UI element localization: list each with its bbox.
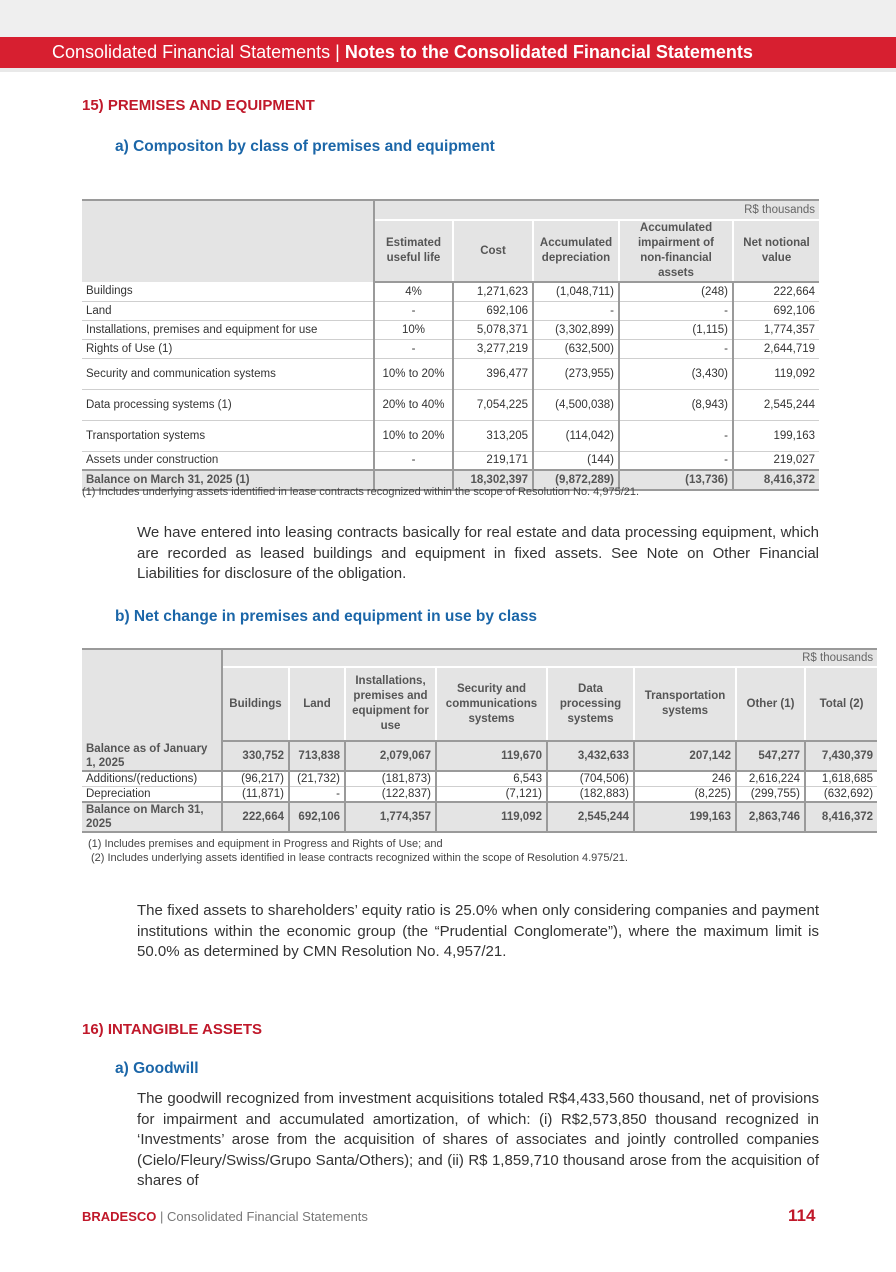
table-cell: 199,163 [634,802,736,832]
page-number: 114 [788,1206,816,1225]
table-opening-row [82,741,877,771]
table-cell: (632,500) [533,339,619,358]
table-cell: 199,163 [733,420,819,451]
column-header: Other (1) [736,667,805,741]
table-cell: (632,692) [805,787,877,803]
section-16a-title: a) Goodwill [115,1060,199,1077]
table-cell: (9,872,289) [533,470,619,490]
table-cell: 4% [374,282,453,301]
table-cell: - [619,301,733,320]
table-cell: 3,277,219 [453,339,533,358]
row-label: Balance on March 31, 2025 [82,802,222,832]
table-cell: 1,618,685 [805,771,877,787]
unit-label: R$ thousands [222,649,877,667]
table2-footnote-1: (1) Includes premises and equipment in Progress and Rights of Use; and [88,838,443,850]
table-cell: (3,430) [619,358,733,389]
top-margin [0,0,896,37]
table-row [82,451,819,470]
footer-separator: | [156,1209,168,1224]
header-shadow [0,68,896,72]
table-cell: 119,092 [733,358,819,389]
table-cell: (11,871) [222,787,289,803]
table-unit-row [82,649,877,667]
table-cell: - [619,339,733,358]
header-doc-title: Consolidated Financial Statements [52,42,331,62]
table-cell: (299,755) [736,787,805,803]
table-cell: 10% to 20% [374,358,453,389]
table-row [82,301,819,320]
column-header: Net notional value [733,220,819,282]
table-cell: 2,079,067 [345,741,436,771]
table-cell: - [374,451,453,470]
column-header: Estimated useful life [374,220,453,282]
row-label: Data processing systems (1) [82,389,374,420]
section-15b-title: b) Net change in premises and equipment in use by class [115,608,538,625]
table-cell: 7,430,379 [805,741,877,771]
column-header: Total (2) [805,667,877,741]
table-corner [82,200,374,282]
column-header: Data processing systems [547,667,634,741]
table-cell: - [533,301,619,320]
section-15a-title: a) Compositon by class of premises and equipment [115,138,495,155]
column-header: Cost [453,220,533,282]
page-header-banner [0,37,896,68]
table2-footnote-2: (2) Includes underlying assets identified in lease contracts recognized within the scope of Resolution 4.975/21. [91,852,628,864]
table-cell: (7,121) [436,787,547,803]
unit-label: R$ thousands [374,200,819,220]
table-cell: 7,054,225 [453,389,533,420]
footer-brand [82,1209,368,1224]
table-cell: 396,477 [453,358,533,389]
table-cell: 692,106 [733,301,819,320]
table-cell: 2,545,244 [733,389,819,420]
table-cell: 5,078,371 [453,320,533,339]
column-header: Buildings [222,667,289,741]
table-row [82,787,877,803]
table-cell: (182,883) [547,787,634,803]
row-label: Additions/(reductions) [82,771,222,787]
table-cell: 1,774,357 [345,802,436,832]
table-cell: (21,732) [289,771,345,787]
table-row [82,771,877,787]
table-cell: 2,616,224 [736,771,805,787]
table-cell: (144) [533,451,619,470]
table-cell: (704,506) [547,771,634,787]
composition-table [82,199,819,491]
fixed-assets-ratio-paragraph: The fixed assets to shareholders’ equity ratio is 25.0% when only considering companies and payment institutions within the economic group (the “Prudential Conglomerate”), where the maximum limit is 50.0% as determined by CMN Resolution No. 4,957/21. [137,902,819,960]
table-cell: 6,543 [436,771,547,787]
section-16-title: 16) INTANGIBLE ASSETS [82,1021,263,1038]
table-cell: 222,664 [733,282,819,301]
table-cell: (248) [619,282,733,301]
table-cell: (8,943) [619,389,733,420]
column-header: Transportation systems [634,667,736,741]
net-change-table [82,648,877,833]
table-cell: (96,217) [222,771,289,787]
table-cell: (8,225) [634,787,736,803]
table-closing-row [82,802,877,832]
row-label: Transportation systems [82,420,374,451]
row-label: Installations, premises and equipment for use [82,320,374,339]
row-label: Security and communication systems [82,358,374,389]
row-label: Land [82,301,374,320]
row-label: Balance as of January 1, 2025 [82,741,222,771]
table-cell: - [374,339,453,358]
table-unit-row [82,200,819,220]
table-cell: (114,042) [533,420,619,451]
goodwill-paragraph: The goodwill recognized from investment acquisitions totaled R$4,433,560 thousand, net of provisions for impairment and accumulated amortization, of which: (i) R$2,573,850 thousand recognized in ‘Investments’ arose from the acquisition of shares of associates and jointly controlled companies (Cielo/Fleury/Swiss/Grupo Santa/Others); and (ii) R$ 1,859,710 thousand arose from the acquisition of shares of [137,1090,819,1189]
table-cell: (1,048,711) [533,282,619,301]
table-cell: (13,736) [619,470,733,490]
table-cell: 219,171 [453,451,533,470]
section-15-title: 15) PREMISES AND EQUIPMENT [82,97,315,114]
table-row [82,358,819,389]
table-row [82,339,819,358]
column-header: Security and communications systems [436,667,547,741]
table-cell: 8,416,372 [733,470,819,490]
footer-text: Consolidated Financial Statements [167,1209,368,1224]
table-row [82,389,819,420]
table-cell: (181,873) [345,771,436,787]
table-row [82,420,819,451]
column-header: Accumulated depreciation [533,220,619,282]
leasing-paragraph: We have entered into leasing contracts basically for real estate and data processing equipment, which are recorded as leased buildings and equipment in fixed assets. See Note on Other Financial Liabilities for disclosure of the obligation. [137,524,819,582]
header-section-title: Notes to the Consolidated Financial Statements [344,42,753,62]
table-cell: 2,644,719 [733,339,819,358]
table-cell: (1,115) [619,320,733,339]
row-label: Balance on March 31, 2025 (1) [82,470,374,490]
column-header: Installations, premises and equipment for use [345,667,436,741]
table-cell: 330,752 [222,741,289,771]
brand-name: BRADESCO [82,1209,157,1224]
table-cell: 547,277 [736,741,805,771]
row-label: Depreciation [82,787,222,803]
row-label: Rights of Use (1) [82,339,374,358]
column-header: Land [289,667,345,741]
table-corner [82,649,222,741]
table-cell: 692,106 [289,802,345,832]
table-cell: 2,545,244 [547,802,634,832]
table1-footnote: (1) Includes underlying assets identified in lease contracts recognized within the scope of Resolution No. 4,975/21. [82,486,640,498]
table-cell: - [619,451,733,470]
table-cell: 222,664 [222,802,289,832]
header-separator: | [330,42,345,62]
table-cell: - [619,420,733,451]
table-cell: 219,027 [733,451,819,470]
table-cell: 20% to 40% [374,389,453,420]
table-cell: 2,863,746 [736,802,805,832]
table-cell: 207,142 [634,741,736,771]
table-cell: (4,500,038) [533,389,619,420]
table-cell: 692,106 [453,301,533,320]
table-row [82,320,819,339]
table-cell: - [289,787,345,803]
table-cell: 713,838 [289,741,345,771]
table-cell: 313,205 [453,420,533,451]
table-cell: (3,302,899) [533,320,619,339]
column-header: Accumulated impairment of non-financial assets [619,220,733,282]
table-cell: 119,670 [436,741,547,771]
table-cell: (122,837) [345,787,436,803]
table-cell: 1,271,623 [453,282,533,301]
row-label: Buildings [82,282,374,301]
table-cell: 246 [634,771,736,787]
table-cell: 10% [374,320,453,339]
table-cell: 8,416,372 [805,802,877,832]
table-cell: - [374,301,453,320]
table-row [82,282,819,301]
table-cell: 1,774,357 [733,320,819,339]
table-cell: 18,302,397 [453,470,533,490]
table-cell: (273,955) [533,358,619,389]
table-cell: 3,432,633 [547,741,634,771]
row-label: Assets under construction [82,451,374,470]
table-cell: 10% to 20% [374,420,453,451]
table-cell: 119,092 [436,802,547,832]
